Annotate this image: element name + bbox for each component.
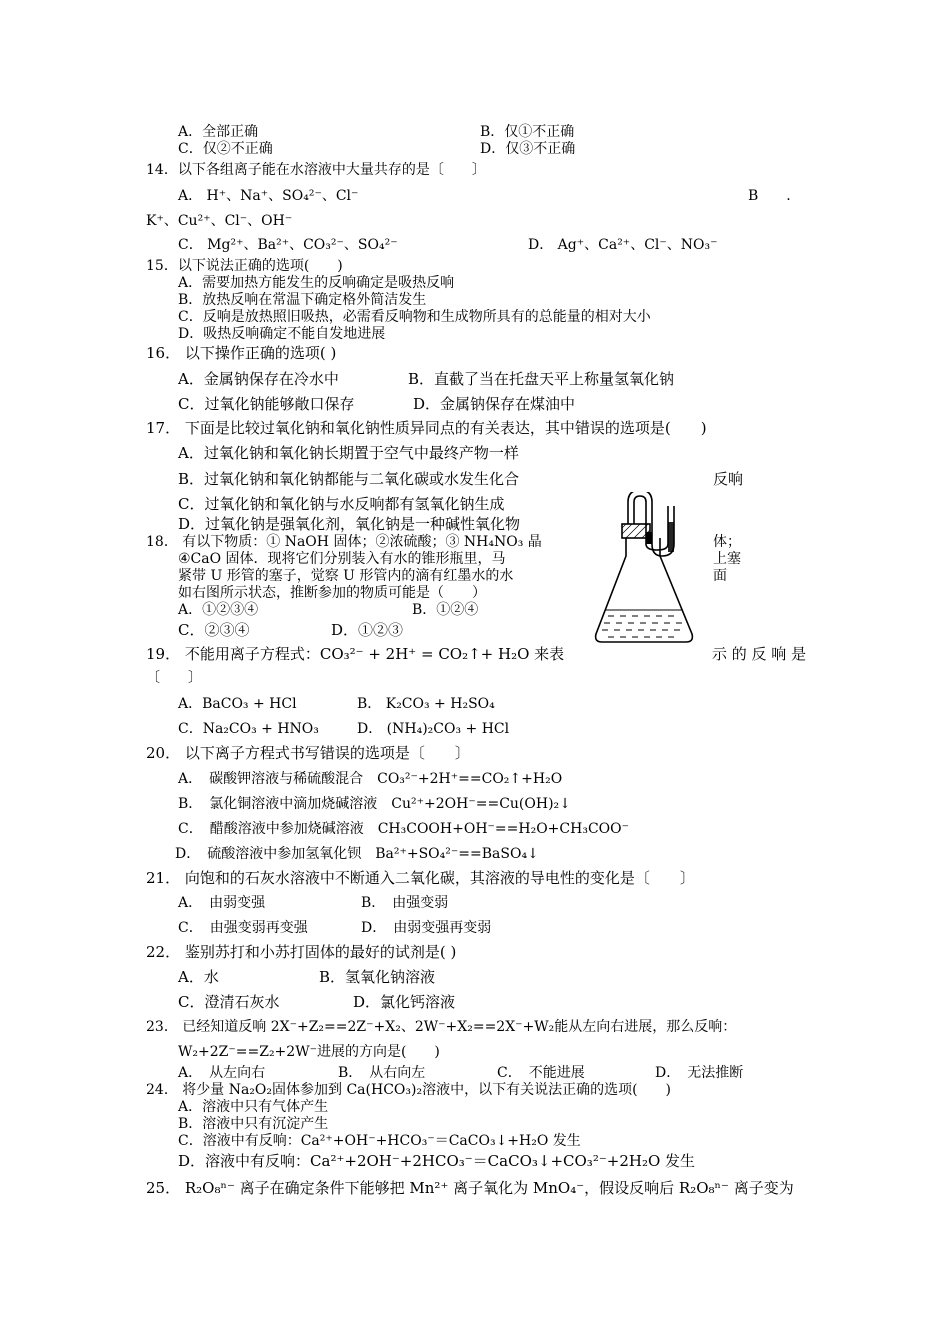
q17-option-a: A．过氧化钠和氧化钠长期置于空气中最终产物一样 [178,444,519,462]
q14-option-b-mark: B . [748,188,791,204]
q17-option-c: C．过氧化钠和氧化钠与水反响都有氢氧化钠生成 [178,495,505,513]
q20-option-a: A． 碳酸钾溶液与稀硫酸混合 CO₃²⁻+2H⁺==CO₂↑+H₂O [178,771,563,787]
q19-paren: 〔 〕 [146,670,202,686]
q22-option-a: A．水 [178,968,219,986]
q18-line-3-end: 面 [713,568,727,584]
q13-option-d: D．仅③不正确 [480,141,576,157]
q21-stem: 21． 向饱和的石灰水溶液中不断通入二氧化碳，其溶液的导电性的变化是〔 〕 [146,869,695,887]
q14-option-a: A． H⁺、Na⁺、SO₄²⁻、Cl⁻ [178,188,359,204]
q13-option-b: B．仅①不正确 [480,124,575,140]
q21-option-c: C． 由强变弱再变强 [178,920,308,936]
q17-option-b: B．过氧化钠和氧化钠都能与二氧化碳或水发生化合 [178,470,520,488]
q23-option-d: D． 无法推断 [655,1065,744,1081]
q19-option-d: D． (NH₄)₂CO₃ + HCl [357,721,510,737]
q18-line-1-end: 体； [713,534,741,550]
q24-option-c: C．溶液中有反响：Ca²⁺+OH⁻+HCO₃⁻＝CaCO₃↓+H₂O 发生 [178,1133,581,1149]
q18-option-c: C．②③④ [178,621,250,639]
q21-option-d: D． 由弱变强再变弱 [361,920,492,936]
q23-option-a: A． 从左向右 [178,1065,266,1081]
q17-option-d: D．过氧化钠是强氧化剂，氧化钠是一种碱性氧化物 [178,515,521,533]
flask-u-tube-figure [590,492,710,652]
q20-option-c: C． 醋酸溶液中参加烧碱溶液 CH₃COOH+OH⁻==H₂O+CH₃COO⁻ [178,821,630,837]
q18-option-b: B．①②④ [412,602,479,618]
q22-option-b: B．氢氧化钠溶液 [319,968,436,986]
q21-option-a: A． 由弱变强 [178,895,266,911]
u-tube-water-right [668,522,674,552]
q18-option-d: D．①②③ [331,621,404,639]
q21-option-b: B． 由强变弱 [361,895,449,911]
q16-option-c: C．过氧化钠能够敞口保存 [178,395,355,413]
q14-option-d: D． Ag⁺、Ca²⁺、Cl⁻、NO₃⁻ [528,237,718,253]
q23-option-b: B． 从右向左 [338,1065,426,1081]
q15-option-c: C．反响是放热照旧吸热，必需看反响物和生成物所具有的总能量的相对大小 [178,309,651,325]
q18-line-2: ④CaO 固体．现将它们分别装入有水的锥形瓶里，马 [178,551,506,567]
q13-option-c: C．仅②不正确 [178,141,273,157]
u-tube-inner-left [634,496,646,544]
q20-stem: 20． 以下离子方程式书写错误的选项是〔 〕 [146,744,470,762]
q13-option-a: A．全部正确 [178,124,259,140]
q24-option-b: B．溶液中只有沉淀产生 [178,1116,329,1132]
q14-option-b: K⁺、Cu²⁺、Cl⁻、OH⁻ [146,213,293,229]
q24-option-a: A．溶液中只有气体产生 [178,1099,329,1115]
q23-option-c: C． 不能进展 [497,1065,585,1081]
u-tube-water-left [646,532,652,544]
q22-option-d: D．氯化钙溶液 [353,993,456,1011]
q24-option-d: D．溶液中有反响：Ca²⁺+2OH⁻+2HCO₃⁻＝CaCO₃↓+CO₃²⁻+2H₂O 发生 [178,1152,696,1170]
q18-line-1: 18． 有以下物质：① NaOH 固体；②浓硫酸；③ NH₄NO₃ 晶 [146,534,542,550]
q14-option-c: C． Mg²⁺、Ba²⁺、CO₃²⁻、SO₄²⁻ [178,237,398,253]
q22-option-c: C．澄清石灰水 [178,993,280,1011]
q19-option-b: B． K₂CO₃ + H₂SO₄ [357,696,495,712]
q20-option-b: B． 氯化铜溶液中滴加烧碱溶液 Cu²⁺+2OH⁻==Cu(OH)₂↓ [178,796,571,812]
q16-option-a: A．金属钠保存在冷水中 [178,370,339,388]
q23-stem: 23． 已经知道反响 2X⁻+Z₂==2Z⁻+X₂、2W⁻+X₂==2X⁻+W₂能从左向右进展，那么反响： [146,1019,737,1035]
q17-option-b-end: 反响 [713,470,744,488]
q16-stem: 16． 以下操作正确的选项( ) [146,344,337,362]
q15-option-a: A．需要加热方能发生的反响确定是吸热反响 [178,275,455,291]
q15-stem: 15．以下说法正确的选项( ) [146,258,343,274]
q15-option-b: B．放热反响在常温下确定格外简洁发生 [178,292,427,308]
q19-stem-end: 示 的 反 响 是 [712,645,807,663]
q18-line-4: 如右图所示状态，推断参加的物质可能是（ ） [178,585,486,601]
q25-stem: 25． R₂O₈ⁿ⁻ 离子在确定条件下能够把 Mn²⁺ 离子氧化为 MnO₄⁻，假设反响后 R₂O₈ⁿ⁻ 离子变为 [146,1179,794,1197]
q18-line-2-end: 上塞 [713,551,741,567]
q20-option-d: D． 硫酸溶液中参加氢氧化钡 Ba²⁺+SO₄²⁻==BaSO₄↓ [175,846,539,862]
q23-stem-2: W₂+2Z⁻==Z₂+2W⁻进展的方向是( ) [178,1044,440,1060]
q14-stem: 14．以下各组离子能在水溶液中大量共存的是〔 〕 [146,162,486,178]
q19-stem: 19． 不能用离子方程式：CO₃²⁻ + 2H⁺ = CO₂↑+ H₂O 来表 [146,645,565,663]
q16-option-b: B．直截了当在托盘天平上称量氢氧化钠 [408,370,675,388]
q18-line-3: 紧带 U 形管的塞子，觉察 U 形管内的滴有红墨水的水 [178,568,514,584]
q19-option-c: C．Na₂CO₃ + HNO₃ [178,721,319,737]
q19-option-a: A．BaCO₃ + HCl [178,696,297,712]
q15-option-d: D．吸热反响确定不能自发地进展 [178,326,386,342]
q16-option-d: D．金属钠保存在煤油中 [413,395,576,413]
q17-stem: 17． 下面是比较过氧化钠和氧化钠性质异同点的有关表达，其中错误的选项是( ) [146,419,707,437]
q22-stem: 22． 鉴别苏打和小苏打固体的最好的试剂是( ) [146,943,457,961]
water-pattern [602,616,682,637]
conical-flask [596,538,693,642]
q18-option-a: A．①②③④ [178,602,259,618]
q24-stem: 24． 将少量 Na₂O₂固体参加到 Ca(HCO₃)₂溶液中，以下有关说法正确的选项( ) [146,1082,671,1098]
